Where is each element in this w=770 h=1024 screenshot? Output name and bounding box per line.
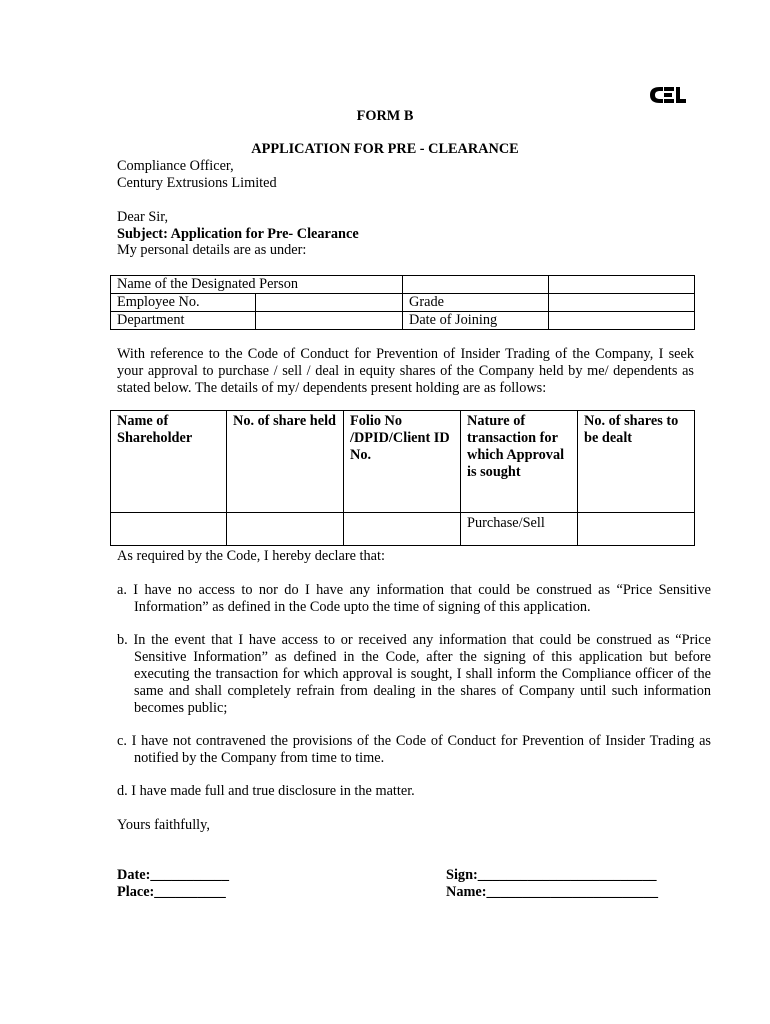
holdings-table xyxy=(110,410,695,546)
closing-line: Yours faithfully, xyxy=(117,817,210,833)
date-of-joining-value[interactable] xyxy=(549,312,695,330)
designated-person-label: Name of the Designated Person xyxy=(111,276,403,294)
shares-held-cell[interactable] xyxy=(227,513,344,546)
designated-person-value[interactable] xyxy=(403,276,549,294)
place-field[interactable]: Place:__________ xyxy=(117,884,226,900)
declaration-item-d: d. I have made full and true disclosure in the matter. xyxy=(117,783,415,799)
application-title: APPLICATION FOR PRE - CLEARANCE xyxy=(251,141,519,157)
transaction-nature-cell[interactable]: Purchase/Sell xyxy=(461,513,578,546)
header-transaction-nature: Nature of transaction for which Approval is sought xyxy=(461,411,578,513)
declaration-item-b: b. In the event that I have access to or received any information that could be construed as “Price Sensitive Information” as defined in the Code, after the signing of this application but before executing the transaction for which approval is sought, I shall inform the Compliance officer of the same and shall completely refrain from dealing in the shares of Company until such information becomes public; xyxy=(117,632,711,716)
address-line-1: Compliance Officer, xyxy=(117,158,234,174)
declaration-item-c: c. I have not contravened the provisions of the Code of Conduct for Prevention of Insider Trading as notified by the Company from time to time. xyxy=(117,733,711,766)
designated-person-value-2[interactable] xyxy=(549,276,695,294)
grade-value[interactable] xyxy=(549,294,695,312)
table-row xyxy=(111,276,695,294)
header-shares-held: No. of share held xyxy=(227,411,344,513)
cel-logo xyxy=(648,86,688,104)
table-row xyxy=(111,312,695,330)
table-header-row xyxy=(111,411,695,513)
table-row xyxy=(111,294,695,312)
employee-no-label: Employee No. xyxy=(111,294,256,312)
intro-line: My personal details are as under: xyxy=(117,242,307,258)
grade-label: Grade xyxy=(403,294,549,312)
address-line-2: Century Extrusions Limited xyxy=(117,175,277,191)
department-label: Department xyxy=(111,312,256,330)
salutation: Dear Sir, xyxy=(117,209,169,225)
date-field[interactable]: Date:___________ xyxy=(117,867,229,883)
folio-no-cell[interactable] xyxy=(344,513,461,546)
subject-line: Subject: Application for Pre- Clearance xyxy=(117,226,359,242)
sign-field[interactable]: Sign:_________________________ xyxy=(446,867,657,883)
personal-details-table xyxy=(110,275,695,330)
shares-to-deal-cell[interactable] xyxy=(578,513,695,546)
department-value[interactable] xyxy=(256,312,403,330)
form-title: FORM B xyxy=(356,108,414,124)
reference-paragraph: With reference to the Code of Conduct for Prevention of Insider Trading of the Company, I seek your approval to purchase / sell / deal in equity shares of the Company held by me/ dependents as stated below. The details of my/ dependents present holding are as follows: xyxy=(117,346,694,396)
header-shareholder-name: Name of Shareholder xyxy=(111,411,227,513)
header-folio-no: Folio No /DPID/Client ID No. xyxy=(344,411,461,513)
name-field[interactable]: Name:________________________ xyxy=(446,884,659,900)
header-shares-to-deal: No. of shares to be dealt xyxy=(578,411,695,513)
declaration-intro: As required by the Code, I hereby declare that: xyxy=(117,548,385,564)
shareholder-name-cell[interactable] xyxy=(111,513,227,546)
date-of-joining-label: Date of Joining xyxy=(403,312,549,330)
table-row xyxy=(111,513,695,546)
employee-no-value[interactable] xyxy=(256,294,403,312)
declaration-item-a: a. I have no access to nor do I have any information that could be construed as “Price Sensitive Information” as defined in the Code upto the time of signing of this application. xyxy=(117,582,711,615)
